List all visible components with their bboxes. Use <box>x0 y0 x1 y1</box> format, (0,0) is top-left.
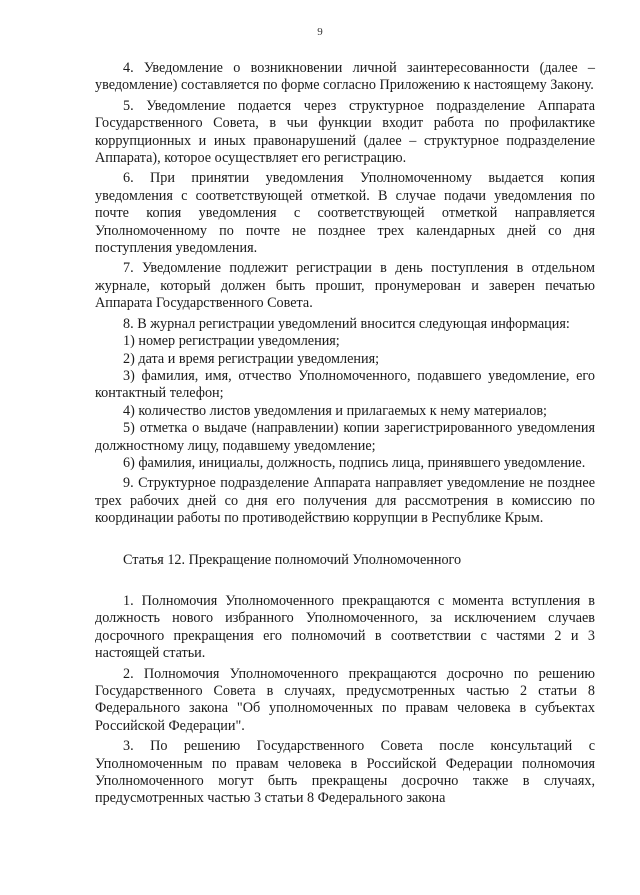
paragraph-9: 9. Структурное подразделение Аппарата направляет уведомление не позднее трех рабочих дней со дня его получения для рассмотрения в комиссию по координации работы по противодействию коррупции в Республике Крым. <box>95 475 595 527</box>
list-item: 6) фамилия, инициалы, должность, подпись лица, принявшего уведомление. <box>123 454 586 471</box>
paragraph-4: 4. Уведомление о возникновении личной заинтересованности (далее – уведомление) составляется по форме согласно Приложению к настоящему Закону. <box>95 60 595 94</box>
paragraph-7: 7. Уведомление подлежит регистрации в день поступления в отдельном журнале, который должен быть прошит, пронумерован и заверен печатью Аппарата Государственного Совета. <box>95 260 595 312</box>
registration-fields-list <box>95 333 595 472</box>
article-heading: Статья 12. Прекращение полномочий Уполномоченного <box>123 551 462 568</box>
article-12-paragraph-1: 1. Полномочия Уполномоченного прекращаются с момента вступления в должность нового избранного Уполномоченного, за исключением случаев досрочного прекращения его полномочий в соответствии с частями 2 и 3 настоящей статьи. <box>95 592 595 662</box>
paragraph-5: 5. Уведомление подается через структурное подразделение Аппарата Государственного Совета, в чьи функции входит работа по профилактике коррупционных и иных правонарушений (далее – структурное подразделение Аппарата), которое осуществляет его регистрацию. <box>95 97 595 167</box>
paragraph-8: 8. В журнал регистрации уведомлений вносится следующая информация: <box>123 315 570 332</box>
list-item: 5) отметка о выдаче (направлении) копии зарегистрированного уведомления должностному лицу, подавшему уведомление; <box>95 420 595 454</box>
paragraph-6: 6. При принятии уведомления Уполномоченному выдается копия уведомления с соответствующей отметкой. В случае подачи уведомления по почте копия уведомления с соответствующей отметкой направляется Уполномоченному по почте не позднее трех календарных дней со дня поступления уведомления. <box>95 170 595 257</box>
list-item: 3) фамилия, имя, отчество Уполномоченного, подавшего уведомление, его контактный телефон; <box>95 367 595 402</box>
list-item: 2) дата и время регистрации уведомления; <box>123 350 380 367</box>
article-12-paragraph-3: 3. По решению Государственного Совета после консультаций с Уполномоченным по правам человека в Российской Федерации полномочия Уполномоченного могут быть прекращены досрочно также в случаях, предусмотренных частью 3 статьи 8 Федерального закона <box>95 738 595 807</box>
page-number: 9 <box>317 26 323 38</box>
document-body <box>95 60 595 808</box>
article-12-paragraph-2: 2. Полномочия Уполномоченного прекращаются досрочно по решению Государственного Совета в случаях, предусмотренных частью 2 статьи 8 Федерального закона "Об уполномоченных по правам человека в субъектах Российской Федерации". <box>95 665 595 734</box>
list-item: 4) количество листов уведомления и прилагаемых к нему материалов; <box>123 402 547 419</box>
list-item: 1) номер регистрации уведомления; <box>123 333 340 350</box>
